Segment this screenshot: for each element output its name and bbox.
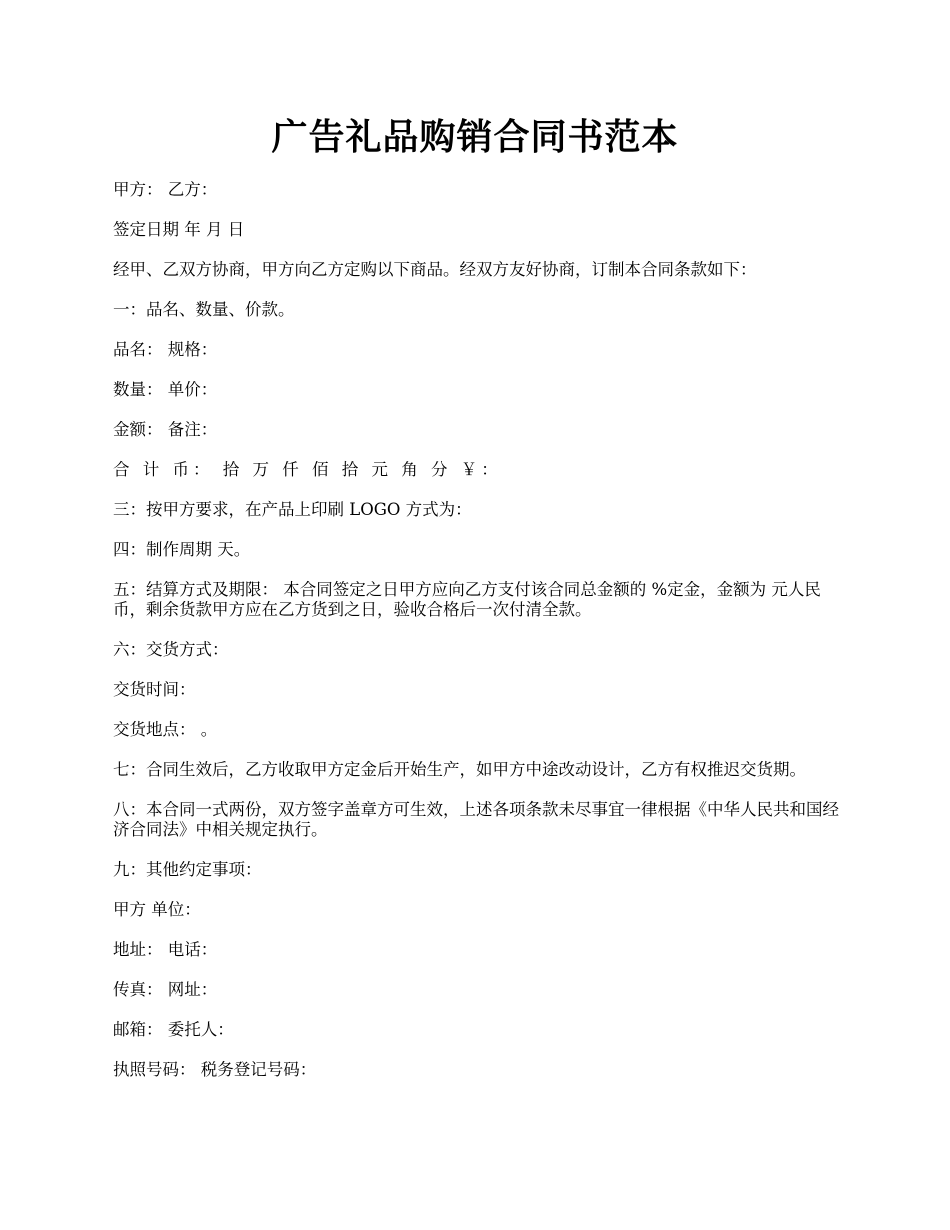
document-body (113, 180, 840, 1100)
delivery-time-line: 交货时间： (113, 680, 196, 699)
parties-line: 甲方： 乙方： (113, 180, 218, 199)
party-a-unit-line: 甲方 单位： (113, 900, 201, 919)
license-tax-line: 执照号码： 税务登记号码： (113, 1060, 317, 1079)
preamble-paragraph: 经甲、乙双方协商，甲方向乙方定购以下商品。经双方友好协商，订制本合同条款如下： (113, 260, 757, 279)
address-phone-line: 地址： 电话： (113, 940, 218, 959)
total-amount-line: 合 计 币： 拾 万 仟 佰 拾 元 角 分 ￥： (113, 460, 502, 479)
clause-7-paragraph: 七：合同生效后，乙方收取甲方定金后开始生产，如甲方中途改动设计，乙方有权推迟交货期。 (113, 760, 806, 779)
signing-date-line: 签定日期 年 月 日 (113, 220, 245, 239)
clause-8-paragraph: 八：本合同一式两份，双方签字盖章方可生效，上述各项条款未尽事宜一律根据《中华人民共和国经济合同法》中相关规定执行。 (113, 800, 839, 839)
delivery-location-line: 交货地点： 。 (113, 720, 218, 739)
email-agent-line: 邮箱： 委托人： (113, 1020, 234, 1039)
clause-3-paragraph: 三：按甲方要求，在产品上印刷 LOGO 方式为： (113, 500, 472, 519)
clause-5-paragraph: 五：结算方式及期限： 本合同签定之日甲方应向乙方支付该合同总金额的 %定金，金额为 元人民币，剩余货款甲方应在乙方货到之日，验收合格后一次付清全款。 (113, 580, 821, 619)
amount-remarks-line: 金额： 备注： (113, 420, 218, 439)
clause-9-heading: 九：其他约定事项： (113, 860, 262, 879)
clause-4-paragraph: 四：制作周期 天。 (113, 540, 251, 559)
clause-6-heading: 六：交货方式： (113, 640, 229, 659)
clause-1-heading: 一：品名、数量、价款。 (113, 300, 295, 319)
product-name-spec-line: 品名： 规格： (113, 340, 218, 359)
fax-website-line: 传真： 网址： (113, 980, 218, 999)
document-title: 广告礼品购销合同书范本 (271, 116, 679, 158)
quantity-price-line: 数量： 单价： (113, 380, 218, 399)
